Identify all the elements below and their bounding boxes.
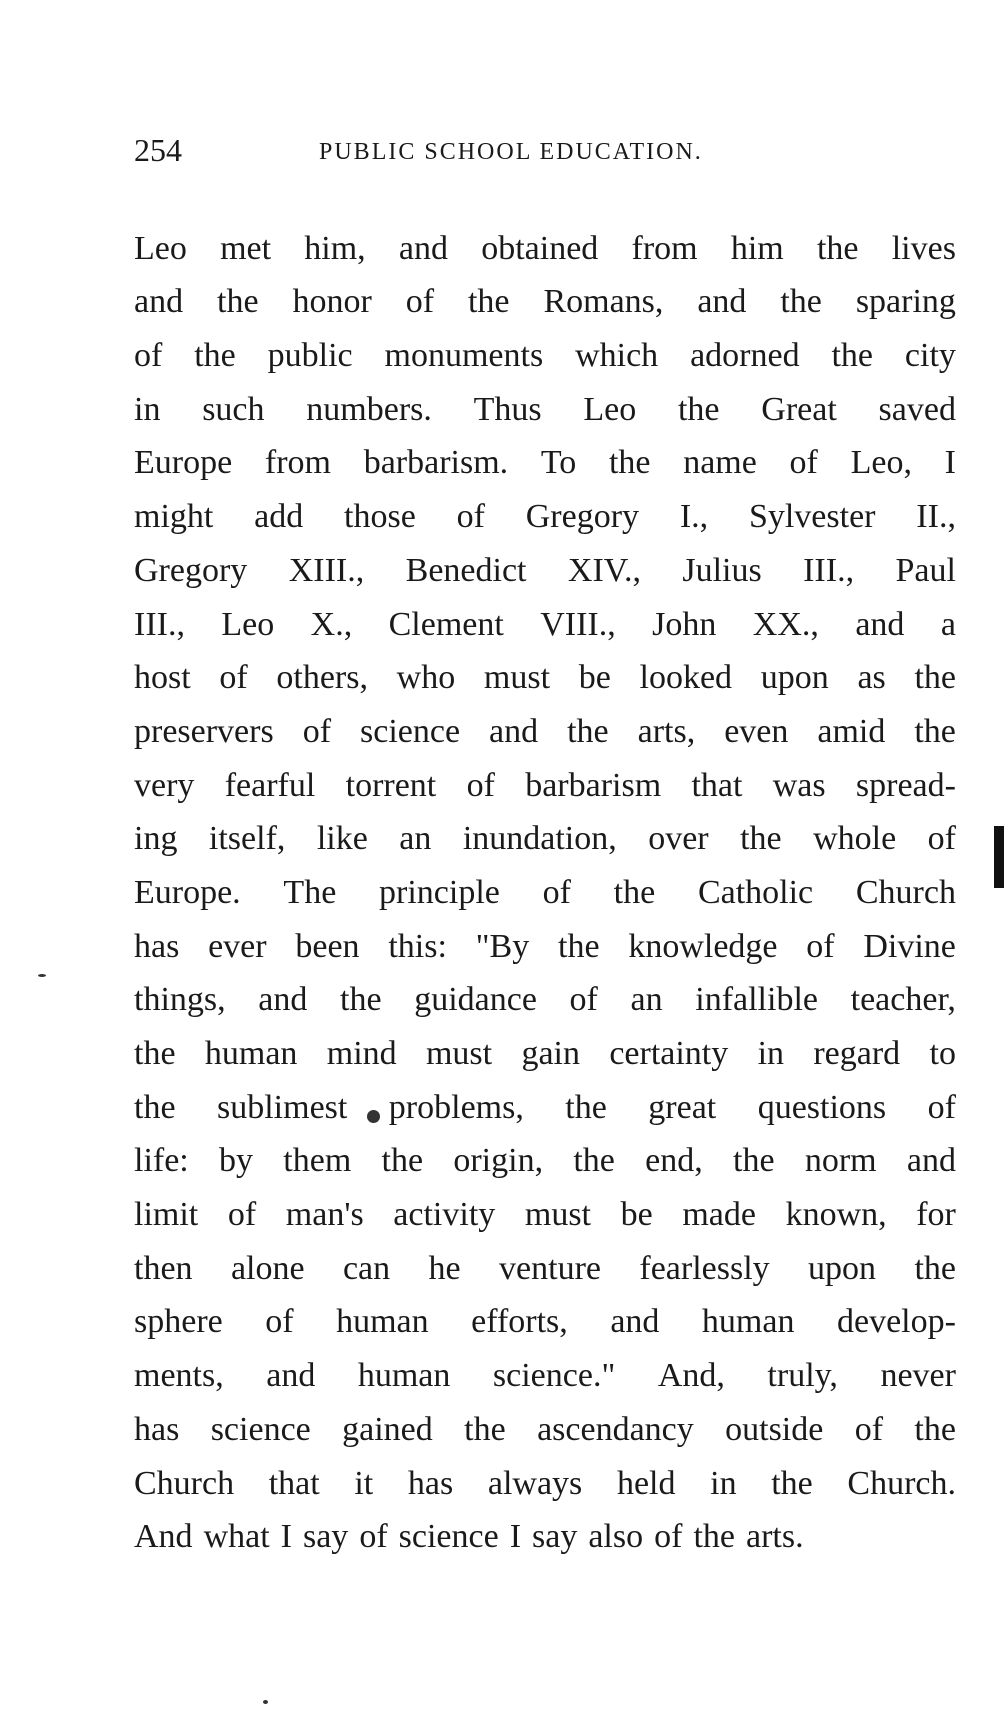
- text-line: in such numbers. Thus Leo the Great saved: [134, 390, 956, 428]
- text-line: the sublimest problems, the great questions of: [134, 1088, 956, 1126]
- ink-speck: [38, 974, 46, 977]
- page-header: [134, 128, 960, 172]
- text-line: sphere of human efforts, and human develop-: [134, 1303, 956, 1341]
- text-line: and the honor of the Romans, and the sparing: [134, 283, 956, 321]
- text-line: things, and the guidance of an infallible teacher,: [134, 981, 956, 1019]
- text-line: And what I say of science I say also of the arts.: [134, 1518, 804, 1556]
- ink-speck: [263, 1700, 268, 1704]
- text-line: Europe from barbarism. To the name of Leo, I: [134, 444, 956, 482]
- text-line: Gregory XIII., Benedict XIV., Julius III., Paul: [134, 551, 956, 589]
- ink-speck: [367, 1110, 380, 1123]
- text-line: Leo met him, and obtained from him the lives: [134, 229, 956, 267]
- text-line: III., Leo X., Clement VIII., John XX., and a: [134, 605, 956, 643]
- text-line: then alone can he venture fearlessly upon the: [134, 1249, 956, 1287]
- text-line: ing itself, like an inundation, over the whole of: [134, 820, 956, 858]
- text-line: host of others, who must be looked upon as the: [134, 659, 956, 697]
- text-line: has ever been this: "By the knowledge of Divine: [134, 927, 956, 965]
- text-line: of the public monuments which adorned the city: [134, 337, 956, 375]
- running-title: PUBLIC SCHOOL EDUCATION.: [319, 139, 703, 165]
- page-number: 254: [134, 132, 182, 168]
- text-line: very fearful torrent of barbarism that was spread-: [134, 766, 956, 804]
- margin-mark: [994, 826, 1004, 888]
- text-line: has science gained the ascendancy outside of the: [134, 1410, 956, 1448]
- body-text: [134, 215, 956, 1557]
- text-line: preservers of science and the arts, even amid the: [134, 712, 956, 750]
- text-line: Church that it has always held in the Church.: [134, 1464, 956, 1502]
- text-line: the human mind must gain certainty in regard to: [134, 1035, 956, 1072]
- text-line: might add those of Gregory I., Sylvester II.,: [134, 498, 956, 536]
- text-line: ments, and human science." And, truly, never: [134, 1357, 956, 1395]
- text-line: life: by them the origin, the end, the norm and: [134, 1142, 956, 1180]
- text-line: Europe. The principle of the Catholic Church: [134, 873, 956, 911]
- text-line: limit of man's activity must be made known, for: [134, 1196, 956, 1234]
